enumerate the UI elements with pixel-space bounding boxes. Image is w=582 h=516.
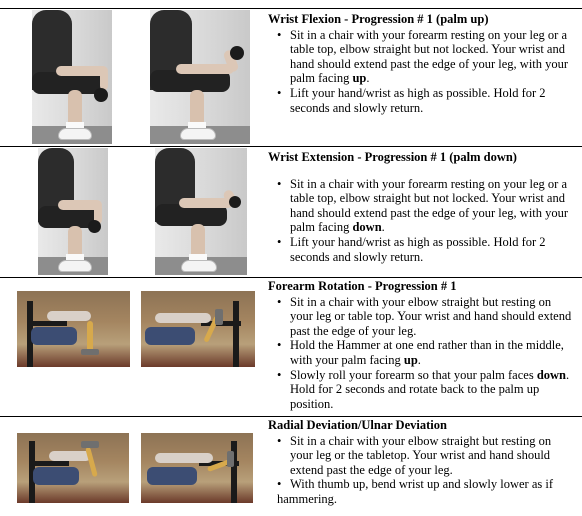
- rule-3: [0, 416, 582, 417]
- rule-1: [0, 146, 582, 147]
- list-item: • With thumb up, bend wrist up and slowly lower as if hammering.: [277, 477, 554, 506]
- list-item: • Lift your hand/wrist as high as possible. Hold for 2 seconds and slowly return.: [277, 85, 546, 115]
- wrist-flexion-title: Wrist Flexion - Progression # 1 (palm up): [268, 12, 489, 26]
- radial-deviation-steps: [268, 434, 576, 507]
- wrist-extension-text: [268, 150, 576, 264]
- radial-deviation-text: [268, 418, 576, 507]
- radial-deviation-photo-end: [141, 433, 253, 503]
- forearm-rotation-steps: [268, 295, 576, 412]
- wrist-extension-photo-start: [38, 148, 108, 275]
- forearm-rotation-photo-end: [141, 291, 255, 367]
- wrist-extension-photo-end: [155, 148, 247, 275]
- list-item: • Sit in a chair with your elbow straight but resting on your leg or table top. Your wrist and hand should extend past the edge of your leg.: [277, 294, 572, 338]
- radial-deviation-photo-start: [17, 433, 129, 503]
- wrist-flexion-text: [268, 12, 576, 115]
- wrist-flexion-photo-end: [150, 10, 250, 144]
- list-item: • Lift your hand/wrist as high as possible. Hold for 2 seconds and slowly return.: [277, 234, 546, 264]
- wrist-extension-title: Wrist Extension - Progression # 1 (palm down): [268, 150, 517, 164]
- list-item: • Sit in a chair with your forearm resting on your leg or a table top, elbow straight but not locked. Your wrist and hand should extend past the edge of your leg, with your palm facing down.: [277, 176, 569, 235]
- wrist-extension-steps: [268, 177, 576, 265]
- rule-top: [0, 8, 582, 9]
- list-item: • Sit in a chair with your forearm resting on your leg or a table top, elbow straight but not locked. Your wrist and hand should extend past the edge of your leg, with your palm facing up.: [277, 27, 569, 86]
- rule-2: [0, 277, 582, 278]
- wrist-flexion-steps: [268, 28, 576, 116]
- forearm-rotation-title: Forearm Rotation - Progression # 1: [268, 279, 457, 293]
- radial-deviation-title: Radial Deviation/Ulnar Deviation: [268, 418, 447, 432]
- list-item: • Slowly roll your forearm so that your palm faces down. Hold for 2 seconds and rotate back to the palm up position.: [277, 367, 570, 411]
- forearm-rotation-text: [268, 279, 576, 411]
- list-item: • Hold the Hammer at one end rather than in the middle, with your palm facing up.: [277, 338, 564, 367]
- wrist-flexion-photo-start: [32, 10, 112, 144]
- list-item: • Sit in a chair with your elbow straight but resting on your leg or the tabletop. Your wrist and hand should extend past the edge of your leg.: [277, 433, 552, 477]
- forearm-rotation-photo-start: [17, 291, 130, 367]
